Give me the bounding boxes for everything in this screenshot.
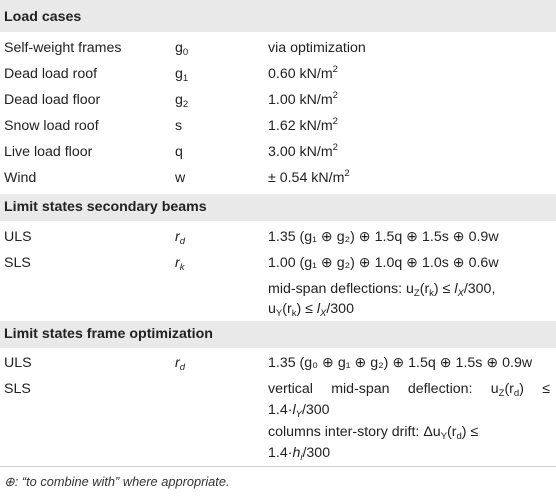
footnote: ⊕: “to combine with” where appropriate. [4, 474, 230, 489]
load-value: via optimization [268, 40, 366, 56]
load-value: 1.62 $kN/m^2$ [268, 116, 338, 134]
load-name: Dead load roof [4, 66, 98, 82]
table-row [0, 144, 556, 166]
state-symbol: $r_d$ [175, 355, 186, 373]
table-row [0, 92, 556, 114]
state-name: SLS [4, 381, 31, 397]
state-name: SLS [4, 255, 31, 271]
vertical-deflection-line-1: vertical mid-span deflection: $u_Z(r_d)$ ≤ [268, 381, 550, 399]
table-row [0, 170, 556, 192]
deflection-line-2: $u_Y(r_k) \le l_X/300$ [268, 301, 354, 319]
load-name: Live load floor [4, 144, 93, 160]
drift-line-2: $1.4\cdot h_i/300$ [268, 445, 331, 463]
table-row [0, 40, 556, 62]
deflection-line-1: mid-span deflections: $u_Z(r_k) \le l_X/300$, [268, 281, 496, 299]
load-value: ± 0.54 $kN/m^2$ [268, 168, 350, 186]
table-row [0, 118, 556, 140]
state-symbol: $r_k$ [175, 255, 185, 273]
section-header-secondary-beams [0, 194, 556, 221]
load-value: 1.00 $kN/m^2$ [268, 90, 338, 108]
table-row [0, 66, 556, 88]
table-row [0, 229, 556, 251]
drift-line-1: columns inter-story drift: $\Delta u_Y(r_d)$ ≤ [268, 424, 479, 442]
load-name: Dead load floor [4, 92, 101, 108]
section-title: Limit states frame optimization [4, 326, 213, 342]
vertical-deflection-line-2: $1.4\cdot l_Y/300$ [268, 402, 330, 420]
state-name: ULS [4, 355, 32, 371]
state-formula: 1.35 (g₁ ⊕ g₂) ⊕ 1.5q ⊕ 1.5s ⊕ 0.9w [268, 229, 499, 245]
table-row [0, 381, 556, 401]
state-symbol: $r_d$ [175, 229, 186, 247]
load-name: Wind [4, 170, 37, 186]
load-name: Snow load roof [4, 118, 99, 134]
state-formula: 1.00 (g₁ ⊕ g₂) ⊕ 1.0q ⊕ 1.0s ⊕ 0.6w [268, 255, 499, 271]
load-symbol: s [175, 118, 183, 134]
section-header-frame-optimization [0, 321, 556, 348]
load-symbol: $g_0$ [175, 40, 189, 58]
section-title: Load cases [4, 9, 82, 25]
table-row [0, 255, 556, 277]
section-header-load-cases [0, 0, 556, 32]
load-symbol: w [175, 170, 186, 186]
section-title: Limit states secondary beams [4, 199, 207, 215]
load-value: 3.00 $kN/m^2$ [268, 142, 338, 160]
load-symbol: $g_1$ [175, 66, 189, 84]
table-bottom-rule [0, 466, 556, 467]
load-name: Self-weight frames [4, 40, 122, 56]
state-formula: 1.35 (g₀ ⊕ g₁ ⊕ g₂) ⊕ 1.5q ⊕ 1.5s ⊕ 0.9w [268, 355, 533, 371]
load-symbol: q [175, 144, 183, 160]
table-row [0, 355, 556, 377]
state-name: ULS [4, 229, 32, 245]
load-value: 0.60 $kN/m^2$ [268, 64, 338, 82]
load-symbol: $g_2$ [175, 92, 189, 110]
